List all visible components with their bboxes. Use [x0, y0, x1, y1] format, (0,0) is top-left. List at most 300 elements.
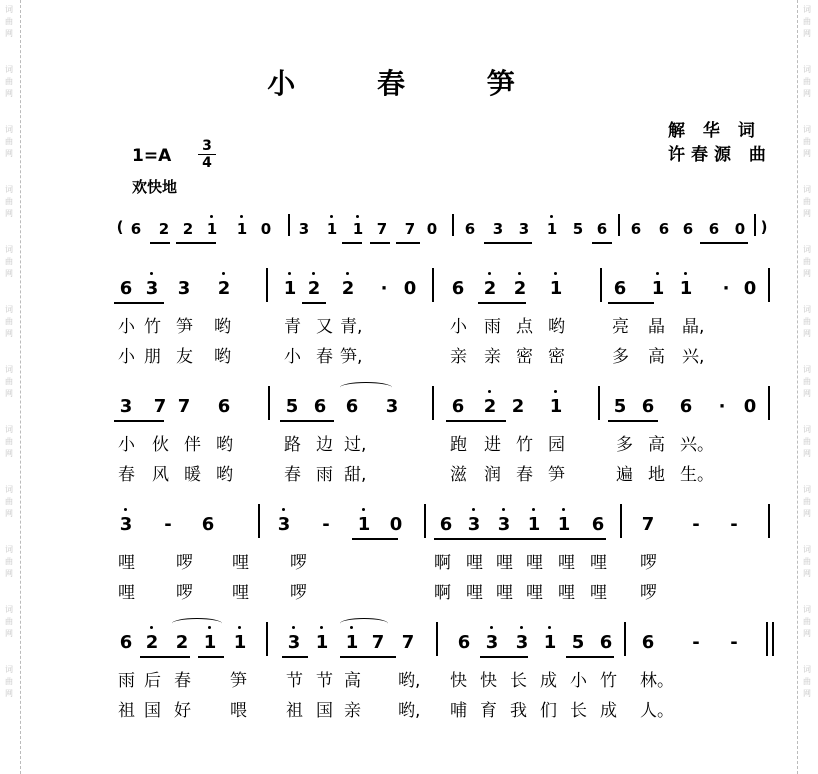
lyric-char: 哩: [590, 583, 607, 603]
time-signature: [198, 138, 216, 171]
lyric-char: 笋: [176, 317, 193, 337]
lyric-char: 甜,: [344, 465, 367, 485]
lyric-char: 啊: [434, 553, 451, 573]
watermark-char: 网: [5, 269, 13, 278]
note: 1: [548, 278, 564, 299]
note: 2: [340, 278, 356, 299]
lyric-char: 密: [516, 347, 533, 367]
lyric-char: 多: [616, 435, 633, 455]
note: 3: [492, 220, 504, 238]
note: 6: [217, 396, 231, 417]
high-octave-dot: [292, 626, 295, 629]
note: 1: [314, 632, 330, 653]
lyric-char: 雨: [484, 317, 501, 337]
lyric-char: 哩: [558, 583, 575, 603]
note: ·: [722, 278, 730, 299]
note: 0: [426, 220, 438, 238]
watermark-char: 网: [5, 389, 13, 398]
lyric-char: 哩: [118, 553, 135, 573]
watermark-char: 词: [5, 5, 13, 14]
high-octave-dot: [362, 508, 365, 511]
note: 1: [204, 220, 220, 238]
note: 6: [119, 632, 133, 653]
lyric-char: 哩: [558, 553, 575, 573]
lyric-char: 育: [480, 701, 497, 721]
high-octave-dot: [320, 626, 323, 629]
lyric-char: 笋: [230, 671, 247, 691]
note: 6: [599, 632, 613, 653]
lyric-char: 多: [612, 347, 629, 367]
note: 6: [457, 632, 471, 653]
lyric-char: 哩: [466, 583, 483, 603]
high-octave-dot: [684, 272, 687, 275]
high-octave-dot: [520, 626, 523, 629]
high-octave-dot: [554, 390, 557, 393]
note: 2: [182, 220, 194, 238]
note: 2: [175, 632, 189, 653]
beam-underline: [282, 656, 308, 658]
tempo-marking: 欢快地: [132, 178, 178, 196]
high-octave-dot: [488, 272, 491, 275]
high-octave-dot: [346, 272, 349, 275]
beam-underline: [446, 420, 506, 422]
barline: [620, 504, 622, 538]
note: 2: [216, 278, 232, 299]
system-4: [0, 632, 818, 722]
lyric-char: 晶,: [682, 317, 705, 337]
lyric-char: 滋: [450, 465, 467, 485]
lyric-char: 好: [174, 701, 191, 721]
note: 6: [313, 396, 327, 417]
watermark-char: 网: [5, 29, 13, 38]
high-octave-dot: [240, 215, 243, 218]
watermark-char: 网: [803, 569, 811, 578]
lyric-char: 雨: [316, 465, 333, 485]
key-signature: 1=A: [132, 146, 172, 166]
lyric-char: 亲: [344, 701, 361, 721]
beam-underline: [302, 302, 326, 304]
watermark-char: 曲: [803, 77, 811, 86]
high-octave-dot: [238, 626, 241, 629]
note: 3: [298, 220, 310, 238]
lyric-char: 人。: [640, 701, 674, 721]
lyric-char: 成: [600, 701, 617, 721]
watermark-char: 网: [5, 449, 13, 458]
lyric-char: 竹: [516, 435, 533, 455]
watermark-char: 曲: [5, 317, 13, 326]
lyric-char: 国: [316, 701, 333, 721]
watermark-char: 词: [803, 365, 811, 374]
watermark-char: 词: [5, 65, 13, 74]
watermark-char: 词: [803, 65, 811, 74]
beam-underline: [592, 242, 612, 244]
lyric-char: 们: [540, 701, 557, 721]
note: -: [322, 514, 330, 535]
watermark-char: 网: [803, 689, 811, 698]
lyric-char: 节: [316, 671, 333, 691]
system-1: [0, 278, 818, 368]
watermark-char: 网: [5, 689, 13, 698]
watermark-char: 曲: [5, 257, 13, 266]
watermark-char: 曲: [5, 437, 13, 446]
lyric-char: 伴: [184, 435, 201, 455]
note: 6: [439, 514, 453, 535]
system-2: [0, 396, 818, 486]
note: 3: [119, 396, 133, 417]
watermark-char: 词: [803, 605, 811, 614]
note: 6: [451, 396, 465, 417]
lyric-char: 啊: [434, 583, 451, 603]
watermark-char: 词: [5, 245, 13, 254]
note: 6: [630, 220, 642, 238]
high-octave-dot: [656, 272, 659, 275]
barline: [424, 504, 426, 538]
note: 3: [385, 396, 399, 417]
beam-underline: [114, 420, 164, 422]
watermark-char: 词: [5, 425, 13, 434]
beam-underline: [478, 302, 526, 304]
lyric-char: 笋,: [340, 347, 363, 367]
system-3: [0, 514, 818, 604]
slur: [340, 382, 392, 393]
high-octave-dot: [472, 508, 475, 511]
beam-underline: [370, 242, 390, 244]
lyric-char: 兴,: [682, 347, 705, 367]
note: 1: [650, 278, 666, 299]
lyric-char: 润: [484, 465, 501, 485]
watermark-char: 曲: [5, 617, 13, 626]
barline: [452, 214, 454, 236]
lyric-char: 小: [284, 347, 301, 367]
high-octave-dot: [124, 508, 127, 511]
watermark-char: 网: [5, 209, 13, 218]
beam-underline: [700, 242, 748, 244]
note: -: [730, 632, 738, 653]
beam-underline: [176, 242, 216, 244]
beam-underline: [198, 656, 224, 658]
note: -: [730, 514, 738, 535]
slur: [172, 618, 222, 629]
watermark-char: 曲: [803, 617, 811, 626]
lyric-char: 高: [344, 671, 361, 691]
intro-line: [0, 216, 818, 246]
note: 6: [591, 514, 605, 535]
lyric-char: 春: [174, 671, 191, 691]
barline: [432, 268, 434, 302]
note: 6: [682, 220, 694, 238]
note: 3: [144, 278, 160, 299]
lyric-char: 伙: [152, 435, 169, 455]
watermark-char: 网: [5, 149, 13, 158]
beam-underline: [434, 538, 494, 540]
lyric-char: 亲: [450, 347, 467, 367]
beam-underline: [114, 302, 164, 304]
lyric-char: 小: [450, 317, 467, 337]
lyric-char: 友: [176, 347, 193, 367]
note: 1: [234, 220, 250, 238]
lyric-char: 哩: [526, 583, 543, 603]
barline: [624, 622, 626, 656]
note: 6: [201, 514, 215, 535]
high-octave-dot: [150, 626, 153, 629]
watermark-char: 曲: [5, 17, 13, 26]
lyric-char: 过,: [344, 435, 367, 455]
watermark-char: 网: [803, 209, 811, 218]
note: 3: [276, 514, 292, 535]
lyric-char: 我: [510, 701, 527, 721]
watermark-char: 曲: [803, 137, 811, 146]
beam-underline: [484, 242, 532, 244]
lyric-char: 节: [286, 671, 303, 691]
lyric-char: 小: [570, 671, 587, 691]
time-signature-top: 3: [202, 138, 212, 154]
lyric-char: 青: [284, 317, 301, 337]
watermark-char: 网: [5, 89, 13, 98]
barline: [600, 268, 602, 302]
watermark-char: 网: [803, 449, 811, 458]
lyric-char: 长: [510, 671, 527, 691]
lyric-char: 小: [118, 435, 135, 455]
note: 3: [118, 514, 134, 535]
lyric-char: 哟,: [398, 671, 421, 691]
note: 1: [542, 632, 558, 653]
lyric-char: 啰: [640, 583, 657, 603]
note: 6: [658, 220, 670, 238]
high-octave-dot: [548, 626, 551, 629]
lyric-char: 园: [548, 435, 565, 455]
slur: [340, 618, 388, 629]
barline: [266, 268, 268, 302]
note: 7: [401, 632, 415, 653]
lyric-char: 春: [516, 465, 533, 485]
note: 6: [641, 632, 655, 653]
lyric-char: 风: [152, 465, 169, 485]
note: 6: [596, 220, 608, 238]
lyric-char: 啰: [290, 553, 307, 573]
note: 2: [482, 278, 498, 299]
note: 6: [641, 396, 655, 417]
lyric-char: 长: [570, 701, 587, 721]
note: 1: [526, 514, 542, 535]
lyric-char: 快: [450, 671, 467, 691]
lyric-char: 边: [316, 435, 333, 455]
barline: [618, 214, 620, 236]
watermark-char: 曲: [803, 17, 811, 26]
lyric-char: 哩: [526, 553, 543, 573]
lyric-char: 哩: [118, 583, 135, 603]
note: 5: [571, 632, 585, 653]
note: 2: [158, 220, 170, 238]
lyric-char: 点: [516, 317, 533, 337]
lyric-char: 晶: [648, 317, 665, 337]
watermark-char: 词: [5, 605, 13, 614]
watermark-char: 曲: [803, 437, 811, 446]
watermark-char: 网: [803, 629, 811, 638]
watermark-char: 网: [5, 329, 13, 338]
watermark-char: 词: [803, 5, 811, 14]
high-octave-dot: [330, 215, 333, 218]
note: ·: [380, 278, 388, 299]
barline: [268, 386, 270, 420]
watermark-char: 词: [5, 365, 13, 374]
barline: [266, 622, 268, 656]
watermark-char: 曲: [5, 197, 13, 206]
watermark-char: 词: [803, 425, 811, 434]
note: 7: [177, 396, 191, 417]
beam-underline: [150, 242, 170, 244]
watermark-char: 词: [803, 185, 811, 194]
note: 6: [679, 396, 693, 417]
note: 1: [556, 514, 572, 535]
note: 1: [202, 632, 218, 653]
high-octave-dot: [210, 215, 213, 218]
lyric-char: 哩: [590, 553, 607, 573]
lyric-char: 祖: [286, 701, 303, 721]
watermark-char: 词: [5, 545, 13, 554]
note: 7: [371, 632, 385, 653]
note: 3: [514, 632, 530, 653]
beam-underline: [340, 656, 396, 658]
composer-credit: 许春源 曲: [668, 145, 772, 165]
watermark-char: 网: [803, 329, 811, 338]
watermark-char: 曲: [803, 677, 811, 686]
high-octave-dot: [490, 626, 493, 629]
watermark-char: 曲: [5, 557, 13, 566]
high-octave-dot: [222, 272, 225, 275]
high-octave-dot: [532, 508, 535, 511]
note: 1: [356, 514, 372, 535]
note: 7: [376, 220, 388, 238]
high-octave-dot: [550, 215, 553, 218]
note: 3: [484, 632, 500, 653]
lyric-char: 遍: [616, 465, 633, 485]
lyric-char: 哟: [214, 317, 231, 337]
watermark-char: 曲: [5, 497, 13, 506]
lyric-char: 后: [144, 671, 161, 691]
note: 6: [130, 220, 142, 238]
lyric-char: 成: [540, 671, 557, 691]
lyric-char: 喂: [230, 701, 247, 721]
note: 6: [451, 278, 465, 299]
beam-underline: [396, 242, 420, 244]
watermark-char: 词: [803, 245, 811, 254]
note: 1: [678, 278, 694, 299]
barline: [432, 386, 434, 420]
watermark-char: 网: [803, 89, 811, 98]
lyric-char: 啰: [176, 553, 193, 573]
watermark-char: 词: [803, 665, 811, 674]
note: 3: [518, 220, 530, 238]
note: 0: [743, 396, 757, 417]
note: 2: [482, 396, 498, 417]
lyric-char: 哺: [450, 701, 467, 721]
lyric-char: 进: [484, 435, 501, 455]
watermark-char: 网: [803, 389, 811, 398]
note: 2: [144, 632, 160, 653]
watermark-char: 曲: [5, 677, 13, 686]
note: 0: [743, 278, 757, 299]
note: 6: [708, 220, 720, 238]
note: 1: [232, 632, 248, 653]
watermark-char: 曲: [803, 317, 811, 326]
beam-underline: [342, 242, 362, 244]
note: 5: [285, 396, 299, 417]
note: 7: [404, 220, 416, 238]
barline: [768, 386, 770, 420]
watermark-char: 词: [803, 125, 811, 134]
lyric-char: 地: [648, 465, 665, 485]
high-octave-dot: [150, 272, 153, 275]
lyric-char: 小: [118, 347, 135, 367]
watermark-char: 网: [803, 509, 811, 518]
note: -: [164, 514, 172, 535]
lyric-char: 哩: [496, 583, 513, 603]
note: 7: [641, 514, 655, 535]
lyric-char: 小: [118, 317, 135, 337]
note: 2: [511, 396, 525, 417]
watermark-char: 曲: [803, 197, 811, 206]
lyric-char: 哟: [216, 435, 233, 455]
lyric-char: 笋: [548, 465, 565, 485]
beam-underline: [608, 302, 654, 304]
time-signature-bottom: 4: [202, 155, 212, 171]
high-octave-dot: [554, 272, 557, 275]
note: 1: [344, 632, 360, 653]
barline: [768, 268, 770, 302]
watermark-char: 曲: [5, 377, 13, 386]
beam-underline: [280, 420, 334, 422]
watermark-char: 词: [5, 125, 13, 134]
lyric-char: 亮: [612, 317, 629, 337]
intro-open-paren: (: [116, 218, 124, 236]
watermark-char: 曲: [803, 557, 811, 566]
note: -: [692, 632, 700, 653]
beam-underline: [140, 656, 190, 658]
watermark-char: 网: [5, 629, 13, 638]
lyric-char: 又: [316, 317, 333, 337]
note: 7: [153, 396, 167, 417]
lyric-char: 生。: [680, 465, 714, 485]
beam-underline: [494, 538, 606, 540]
watermark-char: 词: [803, 545, 811, 554]
watermark-char: 曲: [803, 257, 811, 266]
high-octave-dot: [518, 272, 521, 275]
high-octave-dot: [488, 390, 491, 393]
lyric-char: 哟,: [398, 701, 421, 721]
lyric-char: 哩: [232, 553, 249, 573]
lyric-char: 春: [284, 465, 301, 485]
lyric-char: 哩: [232, 583, 249, 603]
high-octave-dot: [502, 508, 505, 511]
lyric-char: 亲: [484, 347, 501, 367]
watermark-char: 词: [5, 305, 13, 314]
lyric-char: 哩: [466, 553, 483, 573]
lyric-char: 哟: [214, 347, 231, 367]
barline: [436, 622, 438, 656]
high-octave-dot: [562, 508, 565, 511]
lyric-char: 密: [548, 347, 565, 367]
lyric-char: 跑: [450, 435, 467, 455]
beam-underline: [480, 656, 528, 658]
beam-underline: [352, 538, 398, 540]
watermark-char: 网: [803, 269, 811, 278]
note: 2: [306, 278, 322, 299]
note: 0: [260, 220, 272, 238]
high-octave-dot: [356, 215, 359, 218]
note: 5: [613, 396, 627, 417]
lyric-char: 哟: [548, 317, 565, 337]
lyric-char: 祖: [118, 701, 135, 721]
